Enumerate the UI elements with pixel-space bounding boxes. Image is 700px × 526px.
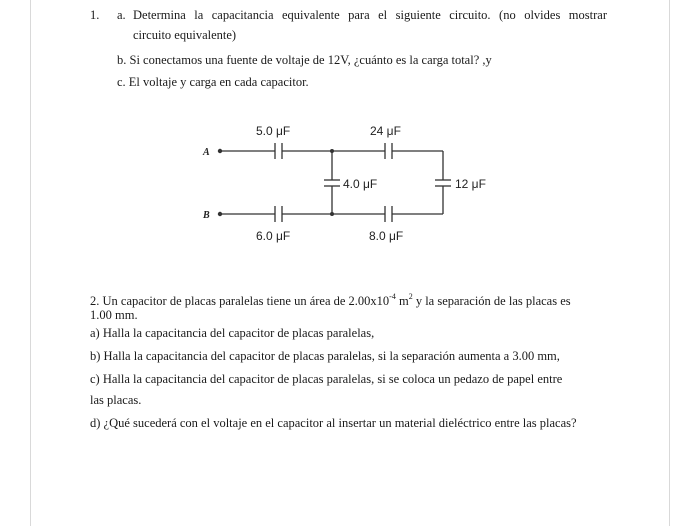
q2-d: d) ¿Qué sucederá con el voltaje en el capacitor al insertar un material dieléctrico entre las placas? (90, 416, 577, 430)
c1-label: 5.0 μF (256, 124, 291, 138)
c2-label: 24 μF (370, 124, 401, 138)
capacitor-24uF-symbol (385, 143, 392, 159)
q2-intro-exponent: -4 (389, 291, 396, 301)
q2-c-line1: c) Halla la capacitancia del capacitor de placas paralelas, si se coloca un pedazo de papel entre (90, 372, 563, 386)
capacitor-12uF-symbol (435, 180, 451, 186)
q1-number: 1. (90, 8, 100, 22)
capacitor-6uF-symbol (275, 206, 282, 222)
c5-label: 6.0 μF (256, 229, 291, 243)
q2-intro-unit-exponent: 2 (408, 291, 413, 301)
q2-intro-unit: m (395, 294, 409, 308)
q1-c: c. El voltaje y carga en cada capacitor. (117, 75, 309, 89)
junction-bottom (330, 212, 334, 216)
point-a-terminal (218, 149, 222, 153)
c4-label: 12 μF (455, 177, 486, 191)
q2-intro-line1 (90, 291, 571, 309)
q2-c-line2: las placas. (90, 393, 142, 407)
q1-a-line2: circuito equivalente) (133, 28, 237, 42)
q2-intro-pre: 2. Un capacitor de placas paralelas tiene un área de 2.00x10 (90, 294, 390, 308)
q2-intro-line2: 1.00 mm. (90, 308, 138, 322)
q1-a-label: a. (117, 8, 126, 22)
capacitor-4uF-symbol (324, 180, 340, 186)
c3-label: 4.0 μF (343, 177, 378, 191)
q1-a-line1: Determina la capacitancia equivalente para el siguiente circuito. (no olvides mostrar (133, 8, 607, 22)
point-b-label: B (203, 210, 210, 221)
point-b-terminal (218, 212, 222, 216)
c6-label: 8.0 μF (369, 229, 404, 243)
q1-b: b. Si conectamos una fuente de voltaje de 12V, ¿cuánto es la carga total? ,y (117, 53, 492, 67)
q2-intro-post: y la separación de las placas es (412, 294, 571, 308)
q2-b: b) Halla la capacitancia del capacitor de placas paralelas, si la separación aumenta a 3.00 mm, (90, 349, 560, 363)
junction-top (330, 149, 334, 153)
point-a-label: A (203, 147, 210, 158)
capacitor-8uF-symbol (385, 206, 392, 222)
capacitor-5uF-symbol (275, 143, 282, 159)
q2-a: a) Halla la capacitancia del capacitor de placas paralelas, (90, 326, 375, 340)
